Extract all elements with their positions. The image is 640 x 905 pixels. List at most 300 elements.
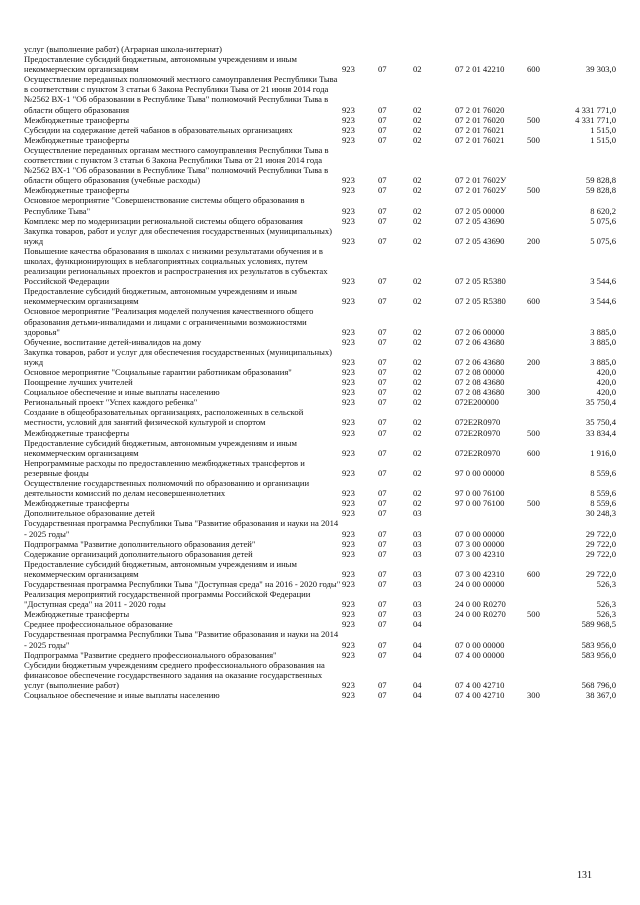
- subsection-code: 04: [413, 690, 422, 700]
- row-name: Среднее профессиональное образование: [24, 619, 173, 630]
- ministry-code: 923: [342, 64, 355, 75]
- target-article-code: 07 2 01 76020: [455, 104, 505, 115]
- row-name: услуг (выполнение работ) (Аграрная школа-интернат): [24, 44, 223, 54]
- table-row: [24, 306, 616, 336]
- table-row: [24, 185, 616, 195]
- ministry-code: 923: [342, 296, 355, 307]
- expense-type-code: 500: [527, 427, 540, 438]
- table-row: [24, 387, 616, 397]
- subsection-code: 02: [413, 215, 422, 226]
- target-article-code: [455, 619, 527, 629]
- ministry-code: 923: [342, 185, 355, 196]
- expense-type-code: [527, 478, 563, 498]
- subsection-code: 03: [413, 508, 422, 519]
- ministry-code: 923: [342, 639, 355, 650]
- section-code: 07: [378, 508, 387, 519]
- section-code: 07: [378, 104, 387, 115]
- table-row: [24, 367, 616, 377]
- section-code: 07: [378, 649, 387, 660]
- row-name: Субсидии бюджетным учреждениям среднего профессионального образования на финансовое обеспечение государственного задания на оказание государственных услуг (выполнение работ): [24, 659, 325, 690]
- expense-type-code: [527, 518, 563, 538]
- table-row: [24, 549, 616, 559]
- amount: 583 956,0: [581, 639, 616, 650]
- expense-type-code: [527, 246, 563, 286]
- table-row: [24, 216, 616, 226]
- subsection-code: 02: [413, 185, 422, 196]
- target-article-code: 07 2 05 43690: [455, 235, 505, 246]
- section-code: 07: [378, 467, 387, 478]
- amount: [563, 44, 616, 54]
- row-name: Межбюджетные трансферты: [24, 134, 130, 145]
- amount: 8 559,6: [590, 498, 616, 509]
- ministry-code: 923: [342, 215, 355, 226]
- expense-type-code: [527, 407, 563, 427]
- section-code: 07: [378, 639, 387, 650]
- amount: 526,3: [596, 578, 616, 589]
- expense-type-code: 500: [527, 134, 540, 145]
- ministry-code: 923: [342, 367, 355, 377]
- amount: 1 916,0: [590, 447, 616, 458]
- subsection-code: [413, 44, 455, 54]
- target-article-code: 24 0 00 R0270: [455, 599, 506, 610]
- expense-type-code: [527, 549, 563, 559]
- table-row: [24, 650, 616, 660]
- table-row: [24, 498, 616, 508]
- section-code: 07: [378, 599, 387, 610]
- ministry-code: 923: [342, 336, 355, 347]
- subsection-code: 03: [413, 528, 422, 539]
- amount: 29 722,0: [585, 538, 616, 549]
- amount: 38 367,0: [585, 690, 616, 700]
- target-article-code: 97 0 00 76100: [455, 498, 505, 509]
- ministry-code: 923: [342, 427, 355, 438]
- target-article-code: 07 3 00 00000: [455, 538, 505, 549]
- expense-type-code: 600: [527, 64, 540, 75]
- amount: 1 515,0: [590, 124, 616, 135]
- row-name: Подпрограмма "Развитие среднего профессионального образования": [24, 649, 277, 660]
- table-row: [24, 246, 616, 286]
- row-name: Обучение, воспитание детей-инвалидов на дому: [24, 336, 202, 347]
- row-name: Реализация мероприятий государственной программы Российской Федерации "Доступная среда" на 2011 - 2020 годы: [24, 589, 311, 610]
- target-article-code: 072E2R0970: [455, 447, 501, 458]
- table-row: [24, 559, 616, 579]
- amount: 8 559,6: [590, 467, 616, 478]
- subsection-code: 04: [413, 649, 422, 660]
- amount: 5 075,6: [590, 215, 616, 226]
- amount: 29 722,0: [585, 568, 616, 579]
- amount: 583 956,0: [581, 649, 616, 660]
- ministry-code: 923: [342, 104, 355, 115]
- amount: 526,3: [596, 609, 616, 620]
- ministry-code: 923: [342, 235, 355, 246]
- table-row: [24, 44, 616, 54]
- table-row: [24, 145, 616, 185]
- section-code: 07: [378, 498, 387, 509]
- table-row: [24, 660, 616, 690]
- target-article-code: 07 2 06 43680: [455, 356, 505, 367]
- subsection-code: 02: [413, 417, 422, 428]
- target-article-code: 07 3 00 42310: [455, 568, 505, 579]
- table-row: [24, 125, 616, 135]
- expense-type-code: 300: [527, 387, 540, 398]
- subsection-code: 02: [413, 498, 422, 509]
- ministry-code: 923: [342, 417, 355, 428]
- ministry-code: 923: [342, 508, 355, 519]
- table-row: [24, 397, 616, 407]
- section-code: 07: [378, 356, 387, 367]
- expense-type-code: [527, 367, 563, 377]
- amount: 589 968,5: [581, 619, 616, 630]
- amount: 35 750,4: [585, 417, 616, 428]
- amount: 420,0: [596, 367, 616, 377]
- expense-type-code: 600: [527, 447, 540, 458]
- subsection-code: 02: [413, 447, 422, 458]
- section-code: 07: [378, 609, 387, 620]
- row-name: Межбюджетные трансферты: [24, 498, 130, 509]
- expense-type-code: [527, 44, 563, 54]
- amount: 39 303,0: [585, 64, 616, 75]
- expense-type-code: [527, 619, 563, 629]
- subsection-code: 03: [413, 599, 422, 610]
- target-article-code: 07 2 06 00000: [455, 326, 505, 337]
- expense-type-code: [527, 629, 563, 649]
- row-name: Подпрограмма "Развитие дополнительного образования детей": [24, 538, 256, 549]
- ministry-code: [342, 44, 378, 54]
- section-code: 07: [378, 427, 387, 438]
- section-code: 07: [378, 619, 387, 630]
- expense-type-code: [527, 337, 563, 347]
- section-code: 07: [378, 367, 387, 377]
- target-article-code: 07 2 06 43680: [455, 336, 505, 347]
- target-article-code: 07 2 08 43680: [455, 387, 505, 398]
- ministry-code: 923: [342, 175, 355, 186]
- expense-type-code: [527, 539, 563, 549]
- section-code: 07: [378, 568, 387, 579]
- amount: 3 885,0: [590, 336, 616, 347]
- subsection-code: 02: [413, 467, 422, 478]
- amount: 4 331 771,0: [575, 104, 616, 115]
- subsection-code: 02: [413, 397, 422, 408]
- row-name: Межбюджетные трансферты: [24, 185, 130, 196]
- section-code: 07: [378, 417, 387, 428]
- section-code: 07: [378, 538, 387, 549]
- row-name: Осуществление переданных органам местного самоуправления Республики Тыва в соответствии с пунктом 3 статьи 6 Закона Республики Тыва от 21 июня 2014 года №2562 ВХ-1 "Об образовании в Республике Тыва" полномочий Республики Тыва в области общего образования (учебные расходы): [24, 144, 329, 186]
- expense-type-code: 500: [527, 185, 540, 196]
- expense-type-code: [527, 508, 563, 518]
- ministry-code: 923: [342, 609, 355, 620]
- section-code: 07: [378, 276, 387, 287]
- ministry-code: 923: [342, 326, 355, 337]
- subsection-code: 02: [413, 367, 422, 377]
- table-row: [24, 609, 616, 619]
- row-name: Комплекс мер по модернизации региональной системы общего образования: [24, 215, 303, 226]
- row-name: Основное мероприятие "Социальные гарантии работникам образования": [24, 367, 292, 377]
- expense-type-code: [527, 458, 563, 478]
- subsection-code: 04: [413, 679, 422, 690]
- ministry-code: 923: [342, 276, 355, 287]
- expense-type-code: [527, 145, 563, 185]
- subsection-code: 02: [413, 124, 422, 135]
- section-code: 07: [378, 296, 387, 307]
- expense-type-code: [527, 589, 563, 609]
- subsection-code: 02: [413, 377, 422, 388]
- target-article-code: 07 4 00 42710: [455, 690, 505, 700]
- section-code: 07: [378, 124, 387, 135]
- row-name: Основное мероприятие "Реализация моделей получения качественного общего образования детьми-инвалидами и лицами с ограниченными возможностями здоровья": [24, 306, 314, 337]
- amount: 33 834,4: [585, 427, 616, 438]
- section-code: [378, 44, 413, 54]
- target-article-code: 07 0 00 00000: [455, 639, 505, 650]
- ministry-code: 923: [342, 568, 355, 579]
- table-row: [24, 518, 616, 538]
- target-article-code: 07 2 01 42210: [455, 64, 505, 75]
- section-code: 07: [378, 175, 387, 186]
- target-article-code: [455, 44, 527, 54]
- amount: 30 248,3: [585, 508, 616, 519]
- amount: 526,3: [596, 599, 616, 610]
- target-article-code: 07 2 01 76020: [455, 114, 505, 125]
- row-name: Межбюджетные трансферты: [24, 114, 130, 125]
- amount: 35 750,4: [585, 397, 616, 408]
- table-row: [24, 135, 616, 145]
- target-article-code: 072E200000: [455, 397, 499, 408]
- subsection-code: 02: [413, 205, 422, 216]
- expense-type-code: [527, 306, 563, 336]
- section-code: 07: [378, 447, 387, 458]
- subsection-code: 02: [413, 326, 422, 337]
- row-name: Межбюджетные трансферты: [24, 609, 130, 620]
- subsection-code: 02: [413, 387, 422, 398]
- target-article-code: 07 2 08 43680: [455, 377, 505, 388]
- expense-type-code: 600: [527, 296, 540, 307]
- section-code: 07: [378, 488, 387, 499]
- table-row: [24, 619, 616, 629]
- subsection-code: 03: [413, 548, 422, 559]
- expense-type-code: 500: [527, 609, 540, 620]
- subsection-code: 02: [413, 175, 422, 186]
- subsection-code: 02: [413, 427, 422, 438]
- expense-type-code: [527, 397, 563, 407]
- target-article-code: 97 0 00 76100: [455, 488, 505, 499]
- amount: 8 559,6: [590, 488, 616, 499]
- row-name: Предоставление субсидий бюджетным, автономным учреждениям и иным некоммерческим организациям: [24, 286, 297, 307]
- section-code: 07: [378, 215, 387, 226]
- ministry-code: 923: [342, 205, 355, 216]
- expense-type-code: [527, 195, 563, 215]
- ministry-code: 923: [342, 134, 355, 145]
- expense-type-code: 300: [527, 690, 540, 700]
- target-article-code: 07 2 05 R5380: [455, 296, 506, 307]
- row-name: Закупка товаров, работ и услуг для обеспечения государственных (муниципальных) нужд: [24, 346, 332, 367]
- section-code: 07: [378, 377, 387, 388]
- table-row: [24, 478, 616, 498]
- section-code: 07: [378, 326, 387, 337]
- row-name: Поощрение лучших учителей: [24, 377, 133, 388]
- target-article-code: 07 4 00 00000: [455, 649, 505, 660]
- table-row: [24, 589, 616, 609]
- section-code: 07: [378, 690, 387, 700]
- table-row: [24, 458, 616, 478]
- target-article-code: 07 4 00 42710: [455, 679, 505, 690]
- row-name: Региональный проект "Успех каждого ребенка": [24, 397, 198, 408]
- expense-type-code: [527, 650, 563, 660]
- ministry-code: 923: [342, 599, 355, 610]
- table-row: [24, 377, 616, 387]
- row-name: Осуществление переданных полномочий местного самоуправления Республики Тыва в соответствии с пунктом 3 статьи 6 Закона Республики Тыва от 21 июня 2014 года №2562 ВХ-1 "Об образовании в Республике Тыва" полномочий Республики Тыва в области общего образования: [24, 74, 338, 115]
- row-name: Осуществление государственных полномочий по образованию и организации деятельности комиссий по делам несовершеннолетних: [24, 478, 310, 499]
- table-row: [24, 407, 616, 427]
- section-code: 07: [378, 336, 387, 347]
- table-row: [24, 74, 616, 114]
- table-row: [24, 115, 616, 125]
- subsection-code: 03: [413, 568, 422, 579]
- amount: 59 828,8: [585, 175, 616, 186]
- subsection-code: 03: [413, 538, 422, 549]
- subsection-code: 03: [413, 578, 422, 589]
- ministry-code: 923: [342, 447, 355, 458]
- budget-table: [24, 44, 616, 700]
- section-code: 07: [378, 205, 387, 216]
- amount: 5 075,6: [590, 235, 616, 246]
- table-row: [24, 438, 616, 458]
- target-article-code: 07 3 00 42310: [455, 548, 505, 559]
- subsection-code: 02: [413, 104, 422, 115]
- table-row: [24, 347, 616, 367]
- row-name: Социальное обеспечение и иные выплаты населению: [24, 690, 220, 700]
- subsection-code: 04: [413, 639, 422, 650]
- amount: 4 331 771,0: [575, 114, 616, 125]
- ministry-code: 923: [342, 114, 355, 125]
- target-article-code: 24 0 00 R0270: [455, 609, 506, 620]
- target-article-code: 07 2 05 43690: [455, 215, 505, 226]
- section-code: 07: [378, 397, 387, 408]
- section-code: 07: [378, 548, 387, 559]
- row-name: Непрограммные расходы по предоставлению межбюджетных трансфертов и резервные фонды: [24, 457, 305, 478]
- expense-type-code: [527, 579, 563, 589]
- section-code: 07: [378, 679, 387, 690]
- ministry-code: 923: [342, 356, 355, 367]
- section-code: 07: [378, 578, 387, 589]
- expense-type-code: 500: [527, 498, 540, 509]
- ministry-code: 923: [342, 488, 355, 499]
- amount: 29 722,0: [585, 548, 616, 559]
- subsection-code: 02: [413, 64, 422, 75]
- amount: 1 515,0: [590, 134, 616, 145]
- ministry-code: 923: [342, 690, 355, 700]
- row-name: Основное мероприятие "Совершенствование системы общего образования в Республике Тыва": [24, 195, 305, 216]
- table-row: [24, 226, 616, 246]
- target-article-code: 072E2R0970: [455, 417, 501, 428]
- amount: 568 796,0: [581, 679, 616, 690]
- ministry-code: 923: [342, 548, 355, 559]
- table-row: [24, 337, 616, 347]
- budget-table-body: [24, 44, 616, 700]
- expense-type-code: 500: [527, 114, 540, 125]
- row-name: Предоставление субсидий бюджетным, автономным учреждениям и иным некоммерческим организациям: [24, 558, 297, 579]
- ministry-code: 923: [342, 387, 355, 398]
- amount: 3 544,6: [590, 276, 616, 287]
- subsection-code: 02: [413, 276, 422, 287]
- ministry-code: 923: [342, 649, 355, 660]
- row-name: Межбюджетные трансферты: [24, 427, 130, 438]
- target-article-code: 072E2R0970: [455, 427, 501, 438]
- table-row: [24, 508, 616, 518]
- amount: 8 620,2: [590, 205, 616, 216]
- subsection-code: 02: [413, 134, 422, 145]
- amount: 3 544,6: [590, 296, 616, 307]
- target-article-code: 07 2 01 76021: [455, 124, 505, 135]
- expense-type-code: [527, 660, 563, 690]
- subsection-code: 02: [413, 356, 422, 367]
- row-name: Содержание организаций дополнительного образования детей: [24, 548, 253, 559]
- table-row: [24, 286, 616, 306]
- expense-type-code: [527, 216, 563, 226]
- subsection-code: 02: [413, 336, 422, 347]
- table-row: [24, 54, 616, 74]
- amount: 3 885,0: [590, 326, 616, 337]
- row-name: Субсидии на содержание детей чабанов в образовательных организациях: [24, 124, 293, 135]
- table-row: [24, 690, 616, 700]
- section-code: 07: [378, 185, 387, 196]
- subsection-code: 03: [413, 609, 422, 620]
- expense-type-code: [527, 125, 563, 135]
- subsection-code: 02: [413, 114, 422, 125]
- table-row: [24, 539, 616, 549]
- target-article-code: [455, 508, 527, 518]
- row-name: Социальное обеспечение и иные выплаты населению: [24, 387, 220, 398]
- target-article-code: 07 0 00 00000: [455, 528, 505, 539]
- page-number: 131: [577, 870, 592, 881]
- ministry-code: 923: [342, 619, 355, 630]
- expense-type-code: 600: [527, 568, 540, 579]
- ministry-code: 923: [342, 679, 355, 690]
- row-name: Государственная программа Республики Тыва "Развитие образования и науки на 2014 - 2025 годы": [24, 629, 339, 650]
- row-name: Повышение качества образования в школах с низкими результатами обучения и в школах, функционирующих в неблагоприятных социальных условиях, путем реализации региональных проектов и распространения их результатов в субъектах Российской Федерации: [24, 245, 328, 287]
- amount: 3 885,0: [590, 356, 616, 367]
- row-name: Дополнительное образование детей: [24, 508, 155, 519]
- target-article-code: 07 2 08 00000: [455, 367, 505, 377]
- target-article-code: 07 2 05 R5380: [455, 276, 506, 287]
- row-name: Предоставление субсидий бюджетным, автономным учреждениям и иным некоммерческим организациям: [24, 437, 297, 458]
- section-code: 07: [378, 134, 387, 145]
- section-code: 07: [378, 114, 387, 125]
- subsection-code: 04: [413, 619, 422, 630]
- row-name: Государственная программа Республики Тыва "Развитие образования и науки на 2014 - 2025 годы": [24, 518, 339, 539]
- row-name: Создание в общеобразовательных организациях, расположенных в сельской местности, условий для занятий физической культурой и спортом: [24, 407, 304, 428]
- ministry-code: 923: [342, 498, 355, 509]
- table-row: [24, 579, 616, 589]
- section-code: 07: [378, 64, 387, 75]
- table-row: [24, 428, 616, 438]
- ministry-code: 923: [342, 538, 355, 549]
- ministry-code: 923: [342, 528, 355, 539]
- target-article-code: 07 2 01 76021: [455, 134, 505, 145]
- row-name: Закупка товаров, работ и услуг для обеспечения государственных (муниципальных) нужд: [24, 225, 332, 246]
- table-row: [24, 195, 616, 215]
- ministry-code: 923: [342, 377, 355, 388]
- target-article-code: 07 2 01 7602У: [455, 185, 507, 196]
- ministry-code: 923: [342, 467, 355, 478]
- ministry-code: 923: [342, 578, 355, 589]
- section-code: 07: [378, 235, 387, 246]
- row-name: Государственная программа Республики Тыва "Доступная среда" на 2016 - 2020 годы": [24, 578, 341, 589]
- amount: 420,0: [596, 377, 616, 388]
- ministry-code: 923: [342, 397, 355, 408]
- subsection-code: 02: [413, 296, 422, 307]
- expense-type-code: 200: [527, 235, 540, 246]
- expense-type-code: 200: [527, 356, 540, 367]
- target-article-code: 07 2 05 00000: [455, 205, 505, 216]
